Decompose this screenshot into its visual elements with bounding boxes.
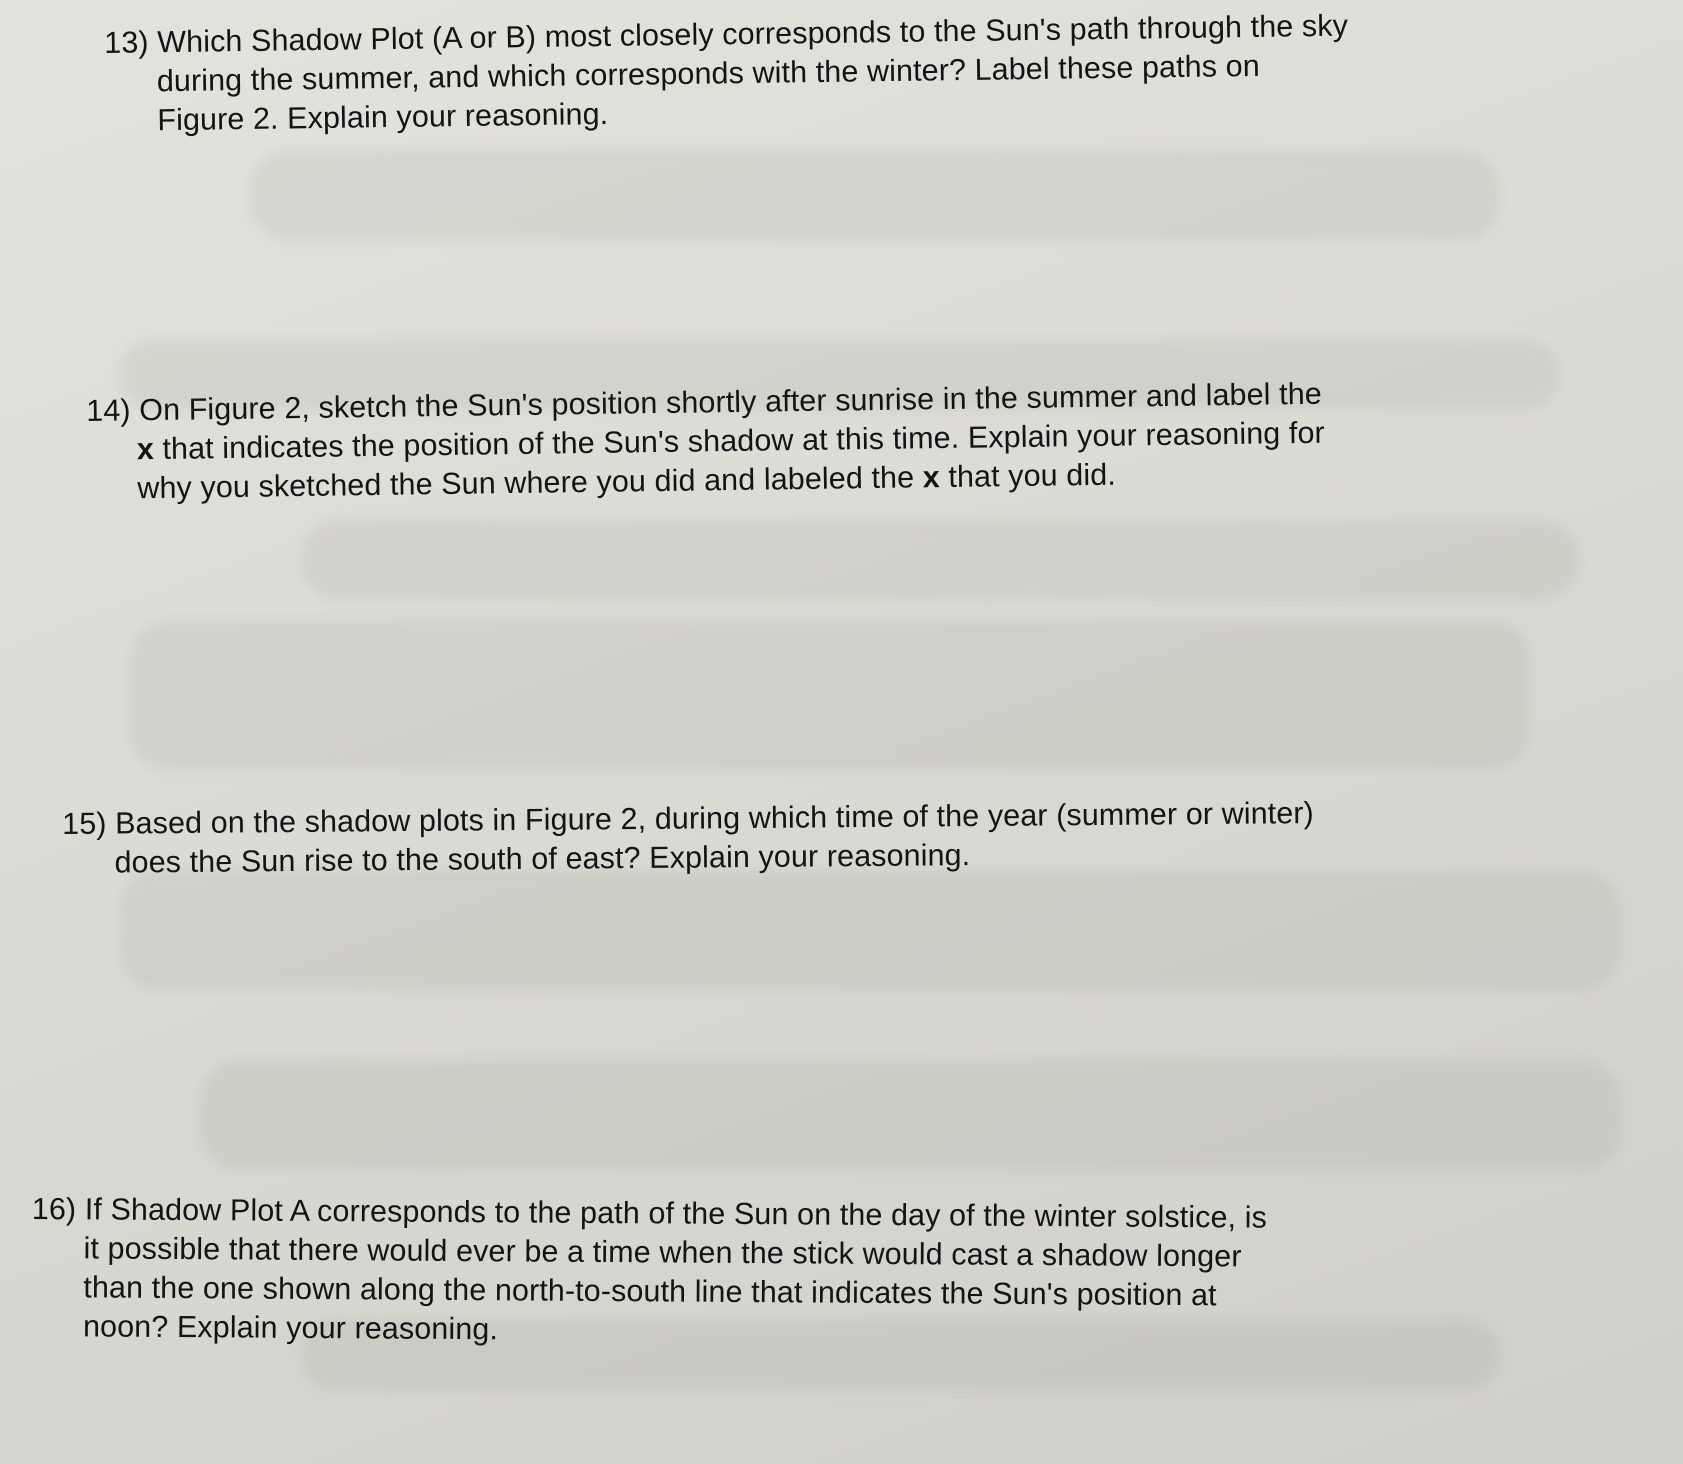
x-bold-label: x bbox=[922, 460, 941, 495]
x-bold-label: x bbox=[136, 432, 155, 467]
question-14-number: 14) bbox=[86, 393, 131, 428]
question-14-text-3a: why you sketched the Sun where you did and labeled the bbox=[137, 460, 923, 506]
question-16-number: 16) bbox=[31, 1192, 77, 1227]
question-14-text-1: On Figure 2, sketch the Sun's position shortly after sunrise in the summer and label the bbox=[138, 376, 1323, 428]
question-13-text-1: Which Shadow Plot (A or B) most closely corresponds to the Sun's path through the sky bbox=[156, 8, 1349, 60]
question-14-text-3b: that you did. bbox=[939, 457, 1117, 495]
question-15-line-2: does the Sun rise to the south of east? Explain your reasoning. bbox=[114, 838, 971, 880]
question-13 bbox=[104, 7, 1349, 141]
question-13-line-2: during the summer, and which corresponds with the winter? Label these paths on bbox=[156, 48, 1260, 99]
question-16-text-1: If Shadow Plot A corresponds to the path of the Sun on the day of the winter solstice, is bbox=[84, 1192, 1268, 1235]
question-15 bbox=[62, 794, 1314, 883]
question-14 bbox=[86, 375, 1326, 509]
question-13-number: 13) bbox=[104, 25, 149, 60]
question-13-line-3: Figure 2. Explain your reasoning. bbox=[157, 96, 609, 138]
question-16 bbox=[31, 1190, 1267, 1355]
question-14-text-2: that indicates the position of the Sun's shadow at this time. Explain your reasoning for bbox=[153, 415, 1326, 467]
question-16-line-4: noon? Explain your reasoning. bbox=[82, 1309, 499, 1347]
question-15-number: 15) bbox=[62, 806, 107, 841]
question-16-line-3: than the one shown along the north-to-south line that indicates the Sun's position at bbox=[83, 1270, 1217, 1313]
question-15-text-1: Based on the shadow plots in Figure 2, during which time of the year (summer or winter) bbox=[114, 796, 1315, 841]
question-16-line-2: it possible that there would ever be a time when the stick would cast a shadow longer bbox=[83, 1231, 1242, 1274]
